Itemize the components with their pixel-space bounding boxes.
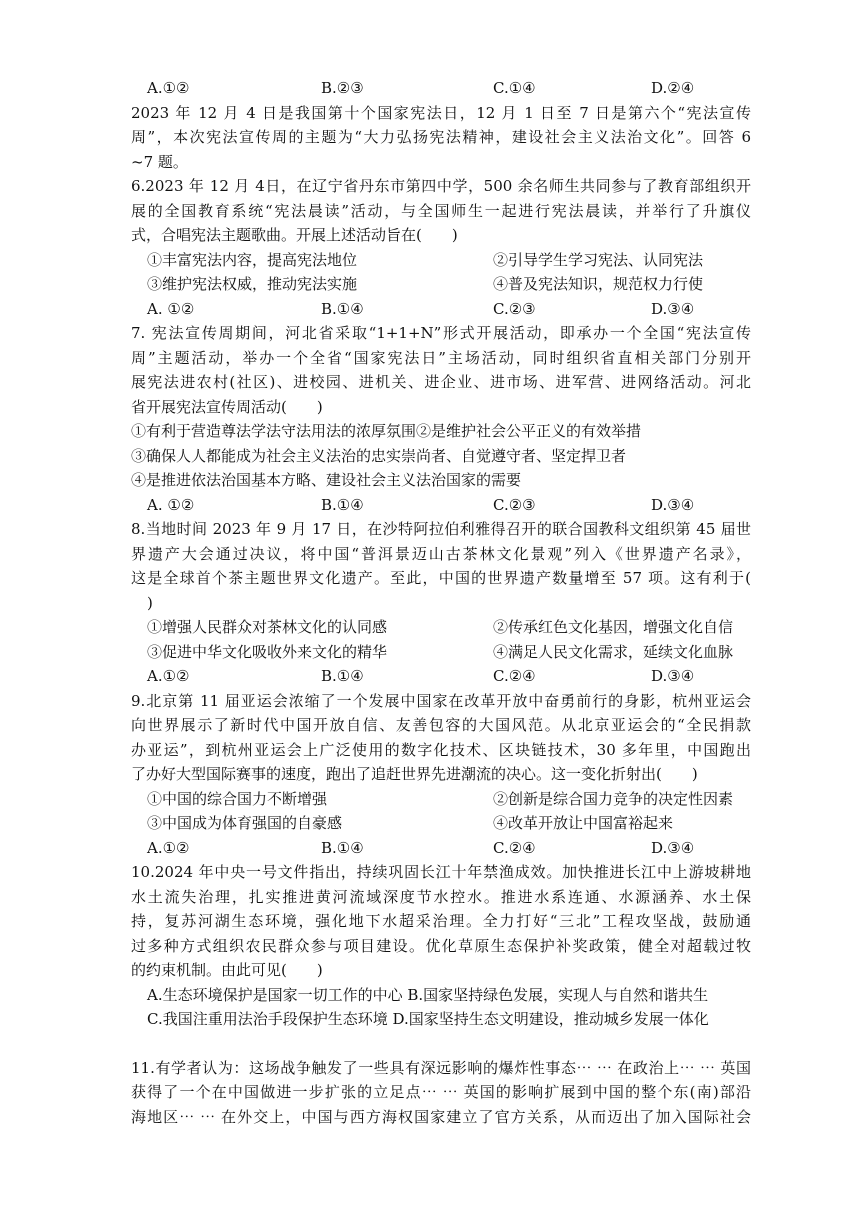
item-row [131,811,751,836]
item-row [131,272,751,297]
intro-6-7 [131,101,751,175]
q6-options [131,297,751,322]
option-d: D.③④ [651,667,695,685]
exam-page [131,76,751,1129]
stem-line: 办亚运”，到杭州亚运会上广泛使用的数字化技术、区块链技术，30 多年里，中国跑出 [131,740,751,759]
spacer [131,1032,751,1056]
option-a: A.①② [147,79,190,97]
item-row [131,615,751,640]
option-c: C.②③ [493,495,536,514]
option-a: A. ①② [147,299,195,318]
q5-options [131,76,751,101]
stem-line: 获得了一个在中国做进一步扩张的立足点⋯ ⋯ 英国的影响扩展到中国的整个东(南)部沿 [131,1083,751,1101]
option-d: D.③④ [651,495,695,514]
item: ④普及宪法知识，规范权力行使 [493,275,704,293]
question-9 [131,689,751,861]
item: ③中国成为体育强国的自豪感 [147,814,343,832]
item: ④改革开放让中国富裕起来 [493,814,674,832]
item: ④满足人民文化需求，延续文化血脉 [493,642,734,661]
option-c: C.②③ [493,299,536,318]
stem-line: 海地区⋯ ⋯ 在外交上，中国与西方海权国家建立了官方关系，从而迈出了加入国际社会 [131,1107,751,1126]
option-a: A.①② [147,667,190,685]
stem-line: 式，合唱宪法主题歌曲。开展上述活动旨在( ) [131,226,458,244]
question-11 [131,1056,751,1130]
stem-line: 10.2024 年中央一号文件指出，持续巩固长江十年禁渔成效。加快推进长江中上游坡耕地 [131,863,751,881]
stem-line: 省开展宪法宣传周活动( ) [131,397,323,416]
item: ③确保人人都能成为社会主义法治的忠实崇尚者、自觉遵守者、坚定捍卫者 [131,446,627,465]
question-7 [131,321,751,517]
item: ①中国的综合国力不断增强 [147,789,328,808]
stem-line: 7. 宪法宣传周期间，河北省采取“1+1+N”形式开展活动，即承办一个全国“宪法宣传 [131,324,751,342]
stem-line: 6.2023 年 12 月 4日，在辽宁省丹东市第四中学，500 余名师生共同参与了教育部组织开 [131,177,751,195]
option-d: D.③④ [651,838,695,857]
item: ③维护宪法权威，推动宪法实施 [147,275,358,293]
stem-line: 11.有学者认为：这场战争触发了一些具有深远影响的爆炸性事态⋯ ⋯ 在政治上⋯ ⋯ 英国 [131,1058,751,1077]
stem-line: 界遗产大会通过决议，将中国“普洱景迈山古茶林文化景观”列入《世界遗产名录》， [131,544,751,563]
item: ①增强人民群众对茶林文化的认同感 [147,618,388,636]
stem-line: 8.当地时间 2023 年 9 月 17 日，在沙特阿拉伯利雅得召开的联合国教科文组织第 45 届世 [131,520,751,538]
stem-line: ) [147,593,153,612]
stem-line: 展宪法进农村(社区)、进校园、进机关、进企业、进市场、进军营、进网络活动。河北 [131,373,751,391]
item: ④是推进依法治国基本方略、建设社会主义法治国家的需要 [131,471,522,489]
question-6 [131,174,751,321]
stem-line: 持，复苏河湖生态环境，强化地下水超采治理。全力打好“三北”工程攻坚战，鼓励通 [131,912,751,930]
option-b: B.①④ [321,299,364,318]
stem-line: 9.北京第 11 届亚运会浓缩了一个发展中国家在改革开放中奋勇前行的身影，杭州亚运会 [131,691,751,710]
option-a: A. ①② [147,495,195,514]
stem-line: 周”主题活动，举办一个全省“国家宪法日”主场活动，同时组织省直相关部门分别开 [131,348,751,367]
item: ③促进中华文化吸收外来文化的精华 [147,642,388,661]
question-8 [131,517,751,689]
item: ①有利于营造尊法学法守法用法的浓厚氛围②是维护社会公平正义的有效举措 [131,422,642,440]
option-c: C.①④ [493,79,536,97]
stem-line: 水土流失治理，扎实推进黄河流域深度节水控水。推进水系连通、水源涵养、水土保 [131,887,751,906]
stem-line: 了办好大型国际赛事的速度，跑出了追赶世界先进潮流的决心。这一变化折射出( ) [131,765,698,783]
q9-options [131,836,751,861]
question-10 [131,860,751,1032]
option-row: C.我国注重用法治手段保护生态环境 D.国家坚持生态文明建设，推动城乡发展一体化 [147,1010,709,1028]
item-row [131,640,751,665]
item: ②传承红色文化基因，增强文化自信 [493,618,734,636]
intro-line: ~7 题。 [131,152,188,171]
option-b: B.②③ [321,79,364,97]
stem-line: 向世界展示了新时代中国开放自信、友善包容的大国风范。从北京亚运会的“全民捐款 [131,716,751,734]
item-row [131,248,751,273]
stem-line: 展的全国教育系统“宪法晨读”活动，与全国师生一起进行宪法晨读，并举行了升旗仪 [131,201,751,220]
q7-options [131,493,751,518]
item-row [131,787,751,812]
option-c: C.②④ [493,667,536,685]
item: ②创新是综合国力竞争的决定性因素 [493,789,734,808]
stem-line: 这是全球首个茶主题世界文化遗产。至此，中国的世界遗产数量增至 57 项。这有利于( [131,569,751,587]
option-d: D.②④ [651,79,695,97]
option-c: C.②④ [493,838,536,857]
option-b: B.①④ [321,495,364,514]
stem-line: 的约束机制。由此可见( ) [131,961,323,979]
option-b: B.①④ [321,838,364,857]
stem-line: 过多种方式组织农民群众参与项目建设。优化草原生态保护补奖政策，健全对超载过牧 [131,936,751,955]
item: ①丰富宪法内容，提高宪法地位 [147,250,358,269]
option-a: A.①② [147,838,190,857]
intro-line: 2023 年 12 月 4 日是我国第十个国家宪法日，12 月 1 日至 7 日是第六个“宪法宣传 [131,103,751,122]
option-d: D.③④ [651,299,695,318]
intro-line: 周”，本次宪法宣传周的主题为“大力弘扬宪法精神，建设社会主义法治文化”。回答 6 [131,128,751,146]
q8-options [131,664,751,689]
option-row: A.生态环境保护是国家一切工作的中心 B.国家坚持绿色发展，实现人与自然和谐共生 [147,985,709,1004]
option-b: B.①④ [321,667,364,685]
item: ②引导学生学习宪法、认同宪法 [493,250,704,269]
